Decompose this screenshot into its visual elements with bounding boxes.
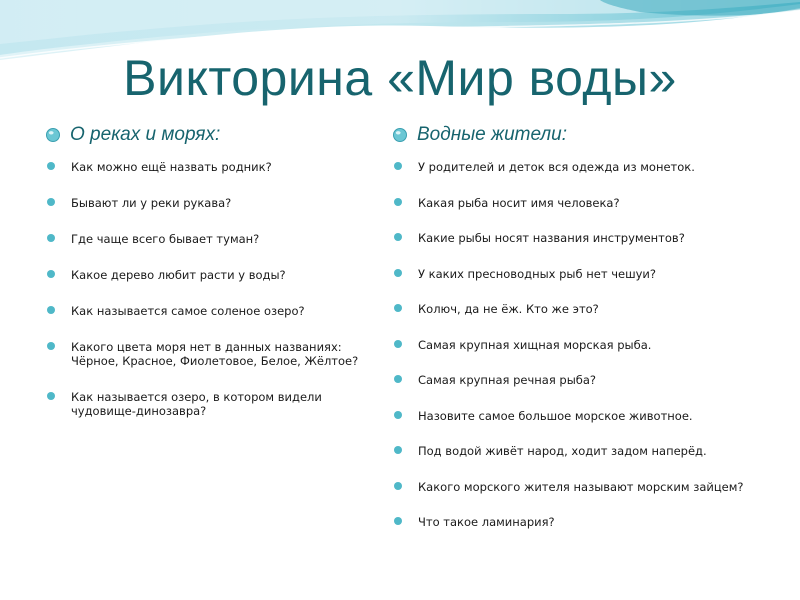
question-text: Как называется озеро, в котором видели чудовище-динозавра?: [71, 390, 322, 418]
question-text: Бывают ли у реки рукава?: [71, 196, 232, 210]
right-header-label: Водные жители:: [417, 124, 567, 145]
list-item: [46, 268, 386, 282]
list-item: [393, 338, 773, 352]
question-text: Как можно ещё назвать родник?: [71, 160, 272, 174]
bullet-dot-icon: [47, 234, 55, 242]
question-text: Под водой живёт народ, ходит задом наперёд.: [418, 444, 707, 458]
list-item: [46, 390, 386, 418]
question-text: Самая крупная речная рыба?: [418, 373, 597, 387]
left-column-header: [46, 122, 386, 148]
bullet-dot-icon: [47, 306, 55, 314]
list-item: [393, 373, 773, 387]
question-text: Какого морского жителя называют морским зайцем?: [418, 479, 744, 494]
bullet-dot-icon: [47, 162, 55, 170]
question-text: У каких пресноводных рыб нет чешуи?: [418, 266, 656, 281]
bullet-dot-icon: [47, 198, 55, 206]
list-item: [393, 160, 773, 174]
bullet-dot-icon: [394, 269, 402, 277]
question-text: Что такое ламинария?: [418, 515, 555, 529]
right-column-header: [393, 122, 773, 148]
bullet-dot-icon: [394, 340, 402, 348]
list-item: [46, 340, 386, 368]
list-item: [393, 196, 773, 210]
left-header-label: О реках и морях:: [70, 124, 221, 145]
bullet-dot-icon: [47, 342, 55, 350]
left-column: [46, 122, 386, 440]
bullet-dot-icon: [394, 198, 402, 206]
list-item: [46, 232, 386, 246]
bullet-dot-icon: [47, 392, 55, 400]
list-item: [46, 196, 386, 210]
question-text: Как называется самое соленое озеро?: [71, 304, 305, 318]
right-column: [393, 122, 773, 551]
bullet-dot-icon: [394, 162, 402, 170]
list-item: [393, 515, 773, 529]
list-item: [393, 231, 773, 245]
question-text: Какая рыба носит имя человека?: [418, 195, 620, 210]
list-item: [393, 267, 773, 281]
question-text: Назовите самое большое морское животное.: [418, 408, 693, 423]
question-text: Какие рыбы носят названия инструментов?: [418, 231, 685, 245]
bullet-dot-icon: [394, 517, 402, 525]
question-text: Где чаще всего бывает туман?: [71, 232, 260, 246]
bullet-dot-icon: [394, 411, 402, 419]
left-question-list: [46, 160, 386, 418]
list-item: [46, 304, 386, 318]
teal-bullet-icon: [46, 128, 60, 142]
question-text: У родителей и деток вся одежда из монеток.: [418, 160, 695, 174]
bullet-dot-icon: [394, 446, 402, 454]
list-item: [393, 480, 773, 494]
bullet-dot-icon: [394, 482, 402, 490]
bullet-dot-icon: [394, 304, 402, 312]
slide-title: Викторина «Мир воды»: [123, 50, 677, 106]
right-question-list: [393, 160, 773, 529]
question-text: Какого цвета моря нет в данных названиях: Чёрное, Красное, Фиолетовое, Белое, Жёлтое?: [71, 340, 359, 368]
list-item: [393, 409, 773, 423]
question-text: Какое дерево любит расти у воды?: [71, 268, 286, 282]
bullet-dot-icon: [394, 233, 402, 241]
list-item: [393, 444, 773, 458]
question-text: Самая крупная хищная морская рыба.: [418, 337, 652, 352]
teal-bullet-icon: [393, 128, 407, 142]
question-text: Колюч, да не ёж. Кто же это?: [418, 302, 599, 316]
list-item: [46, 160, 386, 174]
list-item: [393, 302, 773, 316]
bullet-dot-icon: [394, 375, 402, 383]
bullet-dot-icon: [47, 270, 55, 278]
